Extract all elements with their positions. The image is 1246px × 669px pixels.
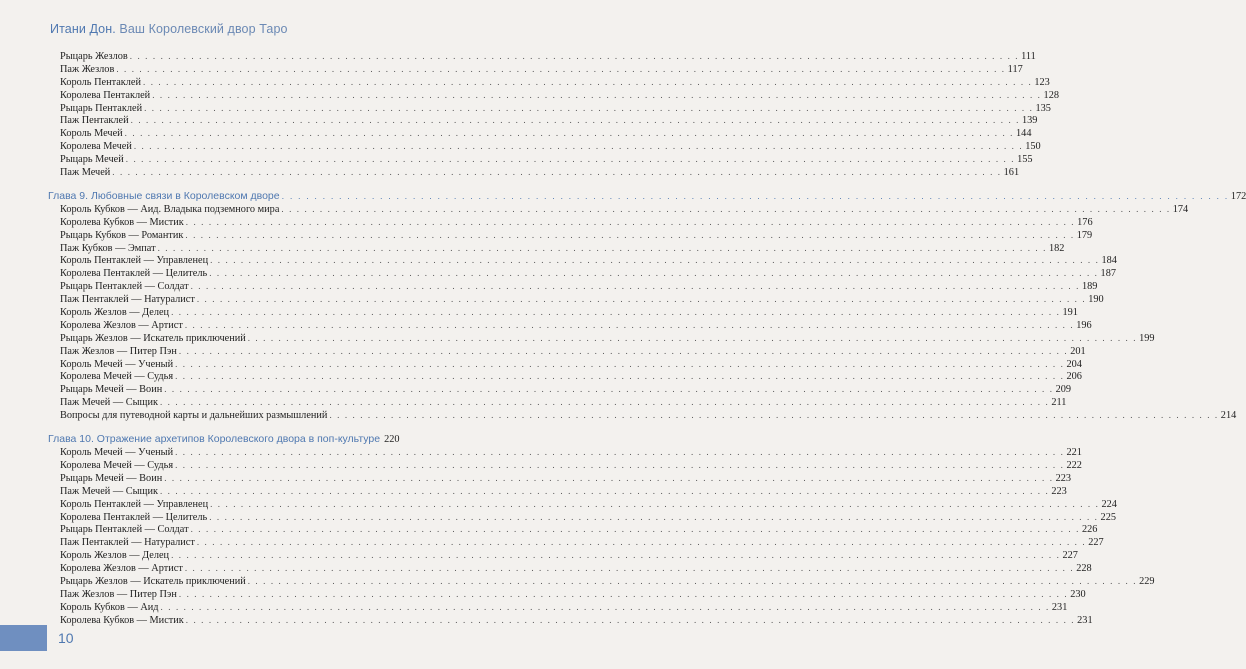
toc-entry-title: Паж Мечей — Сыщик	[60, 485, 158, 497]
toc-entry[interactable]	[60, 345, 1086, 358]
toc-entry-title: Рыцарь Мечей — Воин	[60, 472, 163, 484]
dot-leader	[164, 472, 1053, 485]
toc-entry[interactable]	[60, 293, 1104, 306]
toc-entry-page: 221	[1066, 447, 1082, 459]
toc-entry-title: Королева Пентаклей — Целитель	[60, 268, 208, 280]
toc-entry-title: Королева Кубков — Мистик	[60, 614, 184, 626]
toc-entry-page: 201	[1070, 345, 1086, 357]
dot-leader	[248, 575, 1137, 588]
toc-entry[interactable]	[60, 562, 1092, 575]
toc-entry-page: 182	[1048, 242, 1065, 254]
toc-entry[interactable]	[60, 575, 1155, 588]
toc-entry-page: 230	[1070, 588, 1086, 600]
chapter-page: 220	[384, 434, 400, 446]
toc-entry-page: 161	[1003, 167, 1020, 179]
toc-entry[interactable]	[60, 216, 1093, 229]
dot-leader	[160, 396, 1049, 409]
toc-entry[interactable]	[60, 370, 1082, 383]
table-of-contents	[48, 50, 1246, 627]
toc-entry-title: Паж Пентаклей — Натуралист	[60, 537, 195, 549]
toc-entry[interactable]	[60, 254, 1117, 267]
toc-entry-page: 214	[1220, 410, 1237, 422]
toc-entry[interactable]	[60, 332, 1155, 345]
dot-leader	[175, 358, 1064, 371]
toc-section-top	[60, 50, 1059, 179]
dot-leader	[175, 446, 1064, 459]
toc-entry[interactable]	[60, 203, 1189, 216]
dot-leader	[130, 50, 1019, 63]
dot-leader	[210, 254, 1099, 267]
dot-leader	[175, 370, 1064, 383]
toc-entry-page: 155	[1017, 154, 1033, 166]
toc-entry-page: 199	[1139, 332, 1155, 344]
toc-entry-page: 191	[1062, 307, 1078, 319]
toc-entry-title: Паж Кубков — Эмпат	[60, 242, 156, 254]
toc-entry-page: 144	[1016, 128, 1032, 140]
toc-entry-title: Король Мечей — Ученый	[60, 358, 174, 370]
dot-leader	[210, 498, 1099, 511]
toc-entry-title: Паж Жезлов — Питер Пэн	[60, 345, 177, 357]
toc-entry-page: 229	[1139, 575, 1155, 587]
toc-entry-page: 231	[1077, 614, 1093, 626]
toc-entry-page: 111	[1021, 51, 1036, 62]
toc-entry-title: Королева Мечей — Судья	[60, 459, 174, 471]
toc-entry-title: Королева Кубков — Мистик	[60, 216, 184, 228]
page-number: 10	[58, 630, 74, 646]
dot-leader	[112, 166, 1001, 179]
toc-entry-page: 223	[1051, 485, 1067, 497]
toc-chapter-10[interactable]	[48, 432, 400, 446]
toc-entry[interactable]	[60, 127, 1032, 140]
toc-entry[interactable]	[60, 229, 1093, 242]
dot-leader	[185, 562, 1074, 575]
toc-entry-title: Паж Пентаклей	[60, 115, 129, 127]
toc-entry[interactable]	[60, 280, 1098, 293]
toc-entry-title: Рыцарь Пентаклей — Солдат	[60, 524, 189, 536]
toc-entry-page: 117	[1007, 63, 1023, 75]
dot-leader	[171, 306, 1060, 319]
toc-entry-page: 128	[1043, 89, 1059, 101]
dot-leader	[152, 89, 1041, 102]
chapter-page: 172	[1230, 190, 1246, 202]
dot-leader	[209, 267, 1098, 280]
toc-entry-page: 174	[1172, 203, 1189, 215]
toc-entry[interactable]	[60, 383, 1072, 396]
toc-entry[interactable]	[60, 549, 1078, 562]
toc-entry-page: 222	[1066, 459, 1082, 471]
toc-entry-page: 176	[1077, 216, 1093, 228]
toc-entry[interactable]	[60, 89, 1059, 102]
toc-entry-title: Рыцарь Мечей	[60, 154, 124, 166]
toc-entry-title: Рыцарь Пентаклей — Солдат	[60, 281, 189, 293]
header-title: Ваш Королевский двор Таро	[119, 22, 288, 36]
toc-entry-title: Король Жезлов — Делец	[60, 307, 170, 319]
toc-entry-page: 227	[1062, 550, 1078, 562]
toc-entry[interactable]	[60, 63, 1023, 76]
toc-entry-page: 204	[1066, 358, 1082, 370]
toc-entry-page: 209	[1055, 384, 1072, 396]
toc-entry-title: Король Жезлов — Делец	[60, 550, 170, 562]
toc-entry-page: 139	[1022, 115, 1038, 127]
toc-entry-title: Королева Жезлов — Артист	[60, 319, 183, 331]
toc-entry[interactable]	[60, 523, 1098, 536]
toc-entry[interactable]	[60, 242, 1065, 255]
dot-leader	[160, 485, 1049, 498]
toc-entry[interactable]	[60, 614, 1093, 627]
dot-leader	[158, 242, 1047, 255]
dot-leader	[143, 76, 1032, 89]
toc-entry[interactable]	[60, 485, 1067, 498]
footer-color-bar	[0, 625, 47, 651]
toc-entry-page: 190	[1088, 294, 1104, 306]
toc-entry-page: 224	[1101, 498, 1117, 510]
running-header	[50, 22, 288, 36]
toc-entry[interactable]	[60, 511, 1116, 524]
toc-entry-title: Король Кубков — Аид	[60, 601, 159, 613]
dot-leader	[185, 319, 1074, 332]
toc-entry-page: 123	[1034, 76, 1050, 88]
toc-section-chapter-9	[60, 203, 1189, 409]
toc-entry-page: 211	[1051, 397, 1067, 409]
toc-entry-page: 228	[1076, 563, 1092, 575]
toc-entry-title: Паж Жезлов	[60, 63, 115, 75]
toc-entry-page: 225	[1100, 511, 1116, 523]
toc-entry[interactable]	[60, 267, 1116, 280]
toc-entry-page: 150	[1025, 141, 1041, 153]
toc-entry[interactable]	[60, 140, 1041, 153]
toc-entry-page: 206	[1066, 371, 1082, 383]
toc-entry-title: Рыцарь Жезлов	[60, 51, 128, 62]
toc-entry[interactable]	[60, 601, 1068, 614]
dot-leader	[164, 383, 1053, 396]
toc-entry-title: Король Пентаклей	[60, 76, 142, 88]
toc-entry[interactable]	[60, 76, 1050, 89]
toc-entry-title: Король Мечей	[60, 128, 123, 140]
dot-leader	[329, 409, 1218, 422]
dot-leader	[191, 280, 1080, 293]
toc-entry-title: Королева Пентаклей	[60, 89, 151, 101]
dot-leader	[197, 293, 1086, 306]
dot-leader	[185, 229, 1074, 242]
toc-entry-page: 187	[1100, 268, 1116, 280]
toc-entry[interactable]	[60, 536, 1104, 549]
dot-leader	[209, 511, 1098, 524]
toc-entry-title: Королева Мечей	[60, 141, 132, 153]
dot-leader	[186, 216, 1075, 229]
dot-leader	[281, 203, 1170, 216]
toc-entry-page: 231	[1051, 601, 1068, 613]
toc-entry[interactable]	[60, 153, 1033, 166]
toc-entry[interactable]	[60, 472, 1072, 485]
toc-entry-title: Королева Пентаклей — Целитель	[60, 511, 208, 523]
toc-entry[interactable]	[60, 498, 1117, 511]
dot-leader	[191, 523, 1080, 536]
dot-leader	[179, 345, 1068, 358]
toc-entry-page: 135	[1035, 102, 1051, 114]
toc-entry[interactable]	[60, 166, 1020, 179]
toc-entry-title: Вопросы для путеводной карты и дальнейших размышлений	[60, 410, 328, 422]
chapter-title: Глава 10. Отражение архетипов Королевского двора в поп-культуре	[48, 433, 381, 446]
toc-entry-title: Паж Жезлов — Питер Пэн	[60, 588, 177, 600]
toc-entry[interactable]	[60, 306, 1078, 319]
toc-entry-page: 179	[1076, 229, 1093, 241]
dot-leader	[144, 102, 1033, 115]
toc-entry-title: Паж Мечей — Сыщик	[60, 397, 158, 409]
toc-chapter-9[interactable]	[48, 189, 1246, 203]
dot-leader	[171, 549, 1060, 562]
toc-entry-title: Король Мечей — Ученый	[60, 447, 174, 459]
dot-leader	[179, 588, 1068, 601]
toc-entry-page: 196	[1076, 319, 1092, 331]
toc-entry-page: 227	[1088, 537, 1104, 549]
toc-entry-page: 184	[1101, 255, 1117, 267]
dot-leader	[125, 127, 1014, 140]
toc-entry[interactable]	[60, 114, 1038, 127]
toc-entry-title: Рыцарь Жезлов — Искатель приключений	[60, 575, 246, 587]
toc-entry-title: Паж Пентаклей — Натуралист	[60, 294, 195, 306]
dot-leader	[131, 114, 1020, 127]
dot-leader	[175, 459, 1064, 472]
toc-entry[interactable]	[60, 319, 1092, 332]
toc-entry-title: Королева Жезлов — Артист	[60, 563, 183, 575]
dot-leader	[116, 63, 1005, 76]
toc-entry[interactable]	[60, 102, 1051, 115]
chapter-title: Глава 9. Любовные связи в Королевском дворе	[48, 189, 280, 202]
header-author: Итани Дон.	[50, 22, 116, 36]
dot-leader	[126, 153, 1015, 166]
dot-leader	[197, 536, 1086, 549]
toc-entry-page: 226	[1081, 524, 1098, 536]
toc-entry[interactable]	[60, 396, 1067, 409]
toc-entry-title: Рыцарь Кубков — Романтик	[60, 229, 184, 241]
toc-entry-title: Королева Мечей — Судья	[60, 371, 174, 383]
toc-entry-title: Король Кубков — Аид. Владыка подземного мира	[60, 203, 280, 215]
toc-entry-title: Рыцарь Жезлов — Искатель приключений	[60, 332, 246, 344]
toc-entry[interactable]	[60, 588, 1086, 601]
toc-entry-page: 223	[1055, 472, 1072, 484]
toc-section-chapter-10	[60, 446, 1155, 626]
toc-entry[interactable]	[60, 459, 1082, 472]
dot-leader	[248, 332, 1137, 345]
toc-entry-questions[interactable]	[60, 409, 1237, 422]
dot-leader	[186, 614, 1075, 627]
toc-entry-title: Паж Мечей	[60, 167, 111, 179]
toc-entry[interactable]	[60, 446, 1082, 459]
dot-leader	[134, 140, 1023, 153]
toc-entry-title: Король Пентаклей — Управленец	[60, 255, 209, 267]
toc-entry[interactable]	[60, 50, 1036, 63]
toc-entry-title: Рыцарь Пентаклей	[60, 102, 143, 114]
dot-leader	[282, 189, 1229, 203]
toc-entry-title: Король Пентаклей — Управленец	[60, 498, 209, 510]
dot-leader	[161, 601, 1050, 614]
toc-entry-page: 189	[1081, 281, 1098, 293]
toc-entry-title: Рыцарь Мечей — Воин	[60, 384, 163, 396]
toc-entry[interactable]	[60, 358, 1082, 371]
